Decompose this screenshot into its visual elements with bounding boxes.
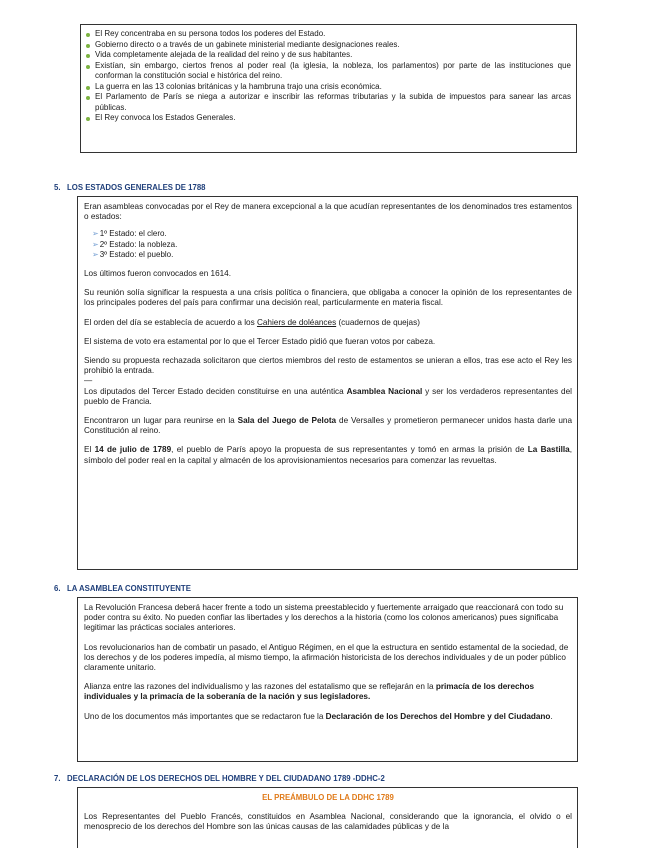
list-item: Existían, sin embargo, ciertos frenos al poder real (la iglesia, la nobleza, los parlamentos) por parte de las instituciones que conforman la constitución social e histórica del reino. xyxy=(85,61,571,82)
arrow-icon: ➢ xyxy=(92,239,99,249)
list-item: La guerra en las 13 colonias británicas y la hambruna trajo una crisis económica. xyxy=(85,82,571,93)
intro-bullet-list xyxy=(85,29,571,124)
arrow-icon: ➢ xyxy=(92,249,99,259)
bullet-icon xyxy=(86,86,90,90)
paragraph: El orden del día se establecía de acuerdo a los Cahiers de doléances (cuadernos de quejas) xyxy=(84,317,420,327)
section-7-box xyxy=(77,787,578,848)
list-item: El Rey convoca los Estados Generales. xyxy=(85,113,571,124)
paragraph: El 14 de julio de 1789, el pueblo de París apoyo la propuesta de sus representantes y tomó en armas la prisión de La Bastilla, símbolo del poder real en la capital y almacén de los aprovisionamientos necesarios para comenzar las revueltas. xyxy=(84,445,572,465)
paragraph: Su reunión solía significar la respuesta a una crisis política o financiera, que obligaba a conocer la opinión de los representantes de los principales poderes del país para confirmar una decisión real, particularmente en materia fiscal. xyxy=(84,288,572,308)
paragraph: Los Representantes del Pueblo Francés, constituidos en Asamblea Nacional, considerando que la ignorancia, el olvido o el menosprecio de los derechos del Hombre son las únicas causas de las calamidades públicas y de la xyxy=(84,812,572,832)
paragraph: Los últimos fueron convocados en 1614. xyxy=(84,269,232,279)
paragraph: Alianza entre las razones del individualismo y las razones del estatalismo que se reflejarán en la primacía de los derechos individuales y la primacía de la soberanía de la nación y sus legisladores. xyxy=(84,682,535,702)
paragraph: La Revolución Francesa deberá hacer frente a todo un sistema preestablecido y fuertemente arraigado que reaccionará con todo su poder contra su éxito. No pueden confiar las libertades y los derechos a la historia (como los colonos americanos) pues significaba legitimar las prácticas sociales anteriores. xyxy=(84,603,564,633)
list-item: ➢2º Estado: la nobleza. xyxy=(92,239,178,249)
paragraph: Los diputados del Tercer Estado deciden constituirse en una auténtica Asamblea Nacional y ser los verdaderos representantes del pueblo de Francia. xyxy=(84,386,572,406)
list-item: El Rey concentraba en su persona todos los poderes del Estado. xyxy=(85,29,571,40)
section-7-heading xyxy=(54,774,385,783)
arrow-icon: ➢ xyxy=(92,229,99,239)
estates-list xyxy=(92,229,572,260)
bullet-icon xyxy=(86,117,90,121)
section-title: LOS ESTADOS GENERALES DE 1788 xyxy=(67,183,206,192)
section-6-box xyxy=(77,597,578,762)
dash-separator: — xyxy=(84,376,93,386)
list-item: Gobierno directo o a través de un gabinete ministerial mediante designaciones reales. xyxy=(85,40,571,51)
list-item: Vida completamente alejada de la realidad del reino y de sus habitantes. xyxy=(85,50,571,61)
section-5-heading xyxy=(54,183,206,192)
section-number: 7. xyxy=(54,774,61,783)
bullet-icon xyxy=(86,65,90,69)
paragraph: Uno de los documentos más importantes que se redactaron fue la Declaración de los Derechos del Hombre y del Ciudadano. xyxy=(84,711,553,721)
paragraph: Siendo su propuesta rechazada solicitaron que ciertos miembros del resto de estamentos se unieran a ellos, tras ese acto el Rey les prohibió la entrada. xyxy=(84,356,572,376)
bullet-icon xyxy=(86,44,90,48)
paragraph: El sistema de voto era estamental por lo que el Tercer Estado pidió que fueran votos por cabeza. xyxy=(84,336,436,346)
bullet-icon xyxy=(86,33,90,37)
section-number: 5. xyxy=(54,183,61,192)
list-item: ➢3º Estado: el pueblo. xyxy=(92,249,174,259)
bullet-icon xyxy=(86,96,90,100)
bullet-icon xyxy=(86,54,90,58)
paragraph: Los revolucionarios han de combatir un pasado, el Antiguo Régimen, en el que la estructura en sentido estamental de la sociedad, de los derechos y de los poderes impedía, al mismo tiempo, la afirmación historicista de los derechos individuales y de un poder público claramente unitario. xyxy=(84,642,569,673)
section-number: 6. xyxy=(54,584,61,593)
section-title: LA ASAMBLEA CONSTITUYENTE xyxy=(67,584,191,593)
list-item: ➢1º Estado: el clero. xyxy=(92,229,167,239)
list-item: El Parlamento de París se niega a autorizar e inscribir las reformas tributarias y la subida de impuestos para sanear las arcas públicas. xyxy=(85,92,571,113)
intro-bullets-box xyxy=(80,24,577,153)
section-5-box xyxy=(77,196,578,570)
section-6-heading xyxy=(54,584,191,593)
preamble-subtitle: EL PREÁMBULO DE LA DDHC 1789 xyxy=(262,793,394,802)
section-title: DECLARACIÓN DE LOS DERECHOS DEL HOMBRE Y DEL CIUDADANO 1789 -DDHC-2 xyxy=(67,774,385,783)
paragraph: Encontraron un lugar para reunirse en la Sala del Juego de Pelota de Versalles y prometieron permanecer unidos hasta darle una Constitución al reino. xyxy=(84,416,572,436)
paragraph: Eran asambleas convocadas por el Rey de manera excepcional a la que acudían representantes de los denominados tres estamentos o estados: xyxy=(84,202,572,222)
